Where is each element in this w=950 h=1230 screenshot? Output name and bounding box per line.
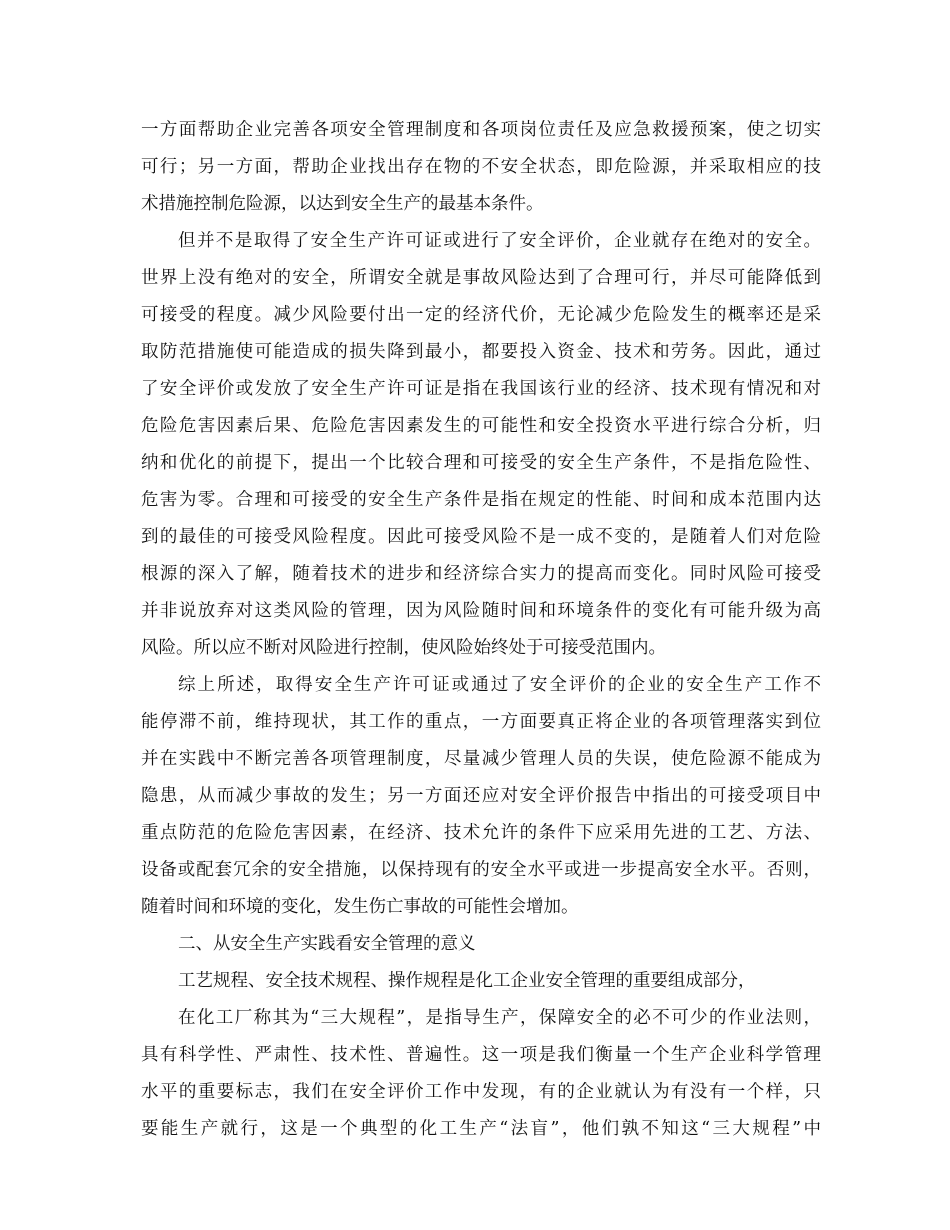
text-line: 了安全评价或发放了安全生产许可证是指在我国该行业的经济、技术现有情况和对 <box>141 379 821 399</box>
text-line: 在化工厂称其为“三大规程”，是指导生产，保障安全的必不可少的作业法则， <box>178 1008 821 1028</box>
text-line: 要能生产就行，这是一个典型的化工生产“法盲”，他们孰不知这“三大规程”中 <box>141 1119 821 1139</box>
text-line: 重点防范的危险危害因素，在经济、技术允许的条件下应采用先进的工艺、方法、 <box>141 823 821 843</box>
text-line: 随着时间和环境的变化，发生伤亡事故的可能性会增加。 <box>141 897 579 917</box>
text-line: 并在实践中不断完善各项管理制度，尽量减少管理人员的失误，使危险源不能成为 <box>141 749 821 769</box>
text-line: 综上所述，取得安全生产许可证或通过了安全评价的企业的安全生产工作不 <box>178 675 821 695</box>
text-line: 到的最佳的可接受风险程度。因此可接受风险不是一成不变的，是随着人们对危险 <box>141 527 821 547</box>
text-line: 危险危害因素后果、危险危害因素发生的可能性和安全投资水平进行综合分析，归 <box>141 416 821 436</box>
text-line: 设备或配套冗余的安全措施，以保持现有的安全水平或进一步提高安全水平。否则， <box>141 860 821 880</box>
text-line: 根源的深入了解，随着技术的进步和经济综合实力的提高而变化。同时风险可接受 <box>141 564 821 584</box>
text-line: 世界上没有绝对的安全，所谓安全就是事故风险达到了合理可行，并尽可能降低到 <box>141 268 821 288</box>
text-line: 风险。所以应不断对风险进行控制，使风险始终处于可接受范围内。 <box>141 638 666 658</box>
text-line: 术措施控制危险源，以达到安全生产的最基本条件。 <box>141 194 544 214</box>
text-line: 纳和优化的前提下，提出一个比较合理和可接受的安全生产条件，不是指危险性、 <box>141 453 821 473</box>
section-heading: 二、从安全生产实践看安全管理的意义 <box>178 934 476 954</box>
text-line: 一方面帮助企业完善各项安全管理制度和各项岗位责任及应急救援预案，使之切实 <box>141 120 821 140</box>
text-line: 具有科学性、严肃性、技术性、普遍性。这一项是我们衡量一个生产企业科学管理 <box>141 1045 821 1065</box>
text-line: 可行；另一方面，帮助企业找出存在物的不安全状态，即危险源，并采取相应的技 <box>141 157 821 177</box>
text-line: 能停滞不前，维持现状，其工作的重点，一方面要真正将企业的各项管理落实到位 <box>141 712 821 732</box>
text-line: 取防范措施使可能造成的损失降到最小，都要投入资金、技术和劳务。因此，通过 <box>141 342 821 362</box>
text-line: 并非说放弃对这类风险的管理，因为风险随时间和环境条件的变化有可能升级为高 <box>141 601 821 621</box>
text-line: 可接受的程度。减少风险要付出一定的经济代价，无论减少危险发生的概率还是采 <box>141 305 821 325</box>
text-line: 水平的重要标志，我们在安全评价工作中发现，有的企业就认为有没有一个样，只 <box>141 1082 821 1102</box>
text-line: 危害为零。合理和可接受的安全生产条件是指在规定的性能、时间和成本范围内达 <box>141 490 821 510</box>
text-line: 隐患，从而减少事故的发生；另一方面还应对安全评价报告中指出的可接受项目中 <box>141 786 821 806</box>
text-line: 但并不是取得了安全生产许可证或进行了安全评价，企业就存在绝对的安全。 <box>178 231 821 251</box>
text-line: 工艺规程、安全技术规程、操作规程是化工企业安全管理的重要组成部分， <box>178 971 756 991</box>
